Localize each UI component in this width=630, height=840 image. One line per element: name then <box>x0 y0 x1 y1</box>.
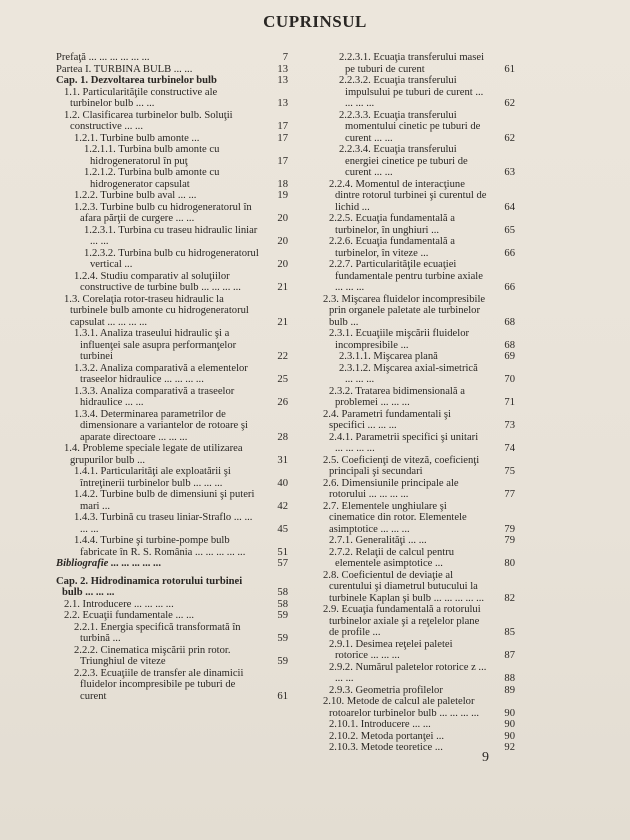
toc-entry-page: 42 <box>277 500 288 512</box>
toc-entry <box>323 569 515 605</box>
toc-entry-page: 70 <box>504 374 515 385</box>
toc-entry <box>329 535 515 547</box>
toc-entry-page: 20 <box>277 259 288 270</box>
toc-entry-title: 1.3.2. Analiza comparativă a elementelor traseelor hidraulice ... ... ... ... <box>74 362 248 385</box>
toc-entry-title: 2.5. Coeficienţi de viteză, coeficienţi principali şi secundari <box>323 454 480 477</box>
toc-entry <box>56 190 288 202</box>
toc-entry-page: 62 <box>504 98 515 109</box>
toc-entry-title: Cap. 2. Hidrodinamica rotorului turbinei bulb ... ... ... <box>56 575 243 598</box>
toc-entry-title: 2.2.4. Momentul de interacţiune dintre rotorul turbinei şi curentul de lichid ... <box>329 178 487 213</box>
toc-entry-page: 45 <box>277 523 288 535</box>
toc-entry-page: 20 <box>277 236 288 247</box>
toc-entry-page: 69 <box>504 351 515 362</box>
toc-entry <box>56 645 288 668</box>
toc-entry-title: 1.1. Particularităţile constructive ale turbinelor bulb ... ... <box>64 86 218 109</box>
toc-entry <box>329 386 515 409</box>
toc-entry-page: 21 <box>277 316 288 328</box>
toc-entry <box>56 599 288 611</box>
toc-entry-title: 2.3.1. Ecuaţiile mişcării fluidelor incompresibile ... <box>329 328 470 351</box>
toc-entry <box>56 489 288 512</box>
toc-entry-page: 90 <box>504 707 515 719</box>
toc-entry <box>329 213 515 236</box>
toc-entry-title: 2.2.2. Cinematica mişcării prin rotor. Triunghiul de viteze <box>74 644 231 667</box>
toc-entry-title: 2.2.1. Energia specifică transformată în turbină ... <box>74 621 241 644</box>
toc-entry-page: 92 <box>504 742 515 753</box>
toc-entry-title: Bibliografie ... ... ... ... ... <box>56 558 162 569</box>
toc-entry <box>56 668 288 703</box>
toc-entry-title: 1.3.4. Determinarea parametrilor de dimensionare a variantelor de rotoare şi aparate directoare ... ... ... <box>74 408 248 443</box>
toc-entry-page: 19 <box>277 190 288 201</box>
toc-entry-page: 13 <box>277 63 288 75</box>
toc-entry <box>56 576 288 599</box>
toc-entry-title: 2.2.3.2. Ecuaţia transferului impulsului pe tuburi de curent ... ... ... ... <box>339 75 484 109</box>
toc-entry-title: 1.4. Probleme speciale legate de utilizarea grupurilor bulb ... <box>64 443 243 466</box>
toc-entry-page: 79 <box>504 535 515 546</box>
toc-entry <box>329 639 515 662</box>
toc-entry-title: 1.2.4. Studiu comparativ al soluţiilor constructive de turbine bulb ... ... ... ... <box>74 270 241 293</box>
toc-entry-title: 2.2.5. Ecuaţia fundamentală a turbinelor, în unghiuri ... <box>329 213 455 236</box>
toc-entry-title: 2.1. Introducere ... ... ... ... <box>64 598 174 610</box>
toc-column-left <box>56 52 288 702</box>
toc-entry <box>323 696 515 719</box>
toc-entry <box>323 408 515 432</box>
toc-entry-page: 7 <box>282 52 288 63</box>
toc-entry-page: 13 <box>277 75 288 86</box>
toc-entry-title: 2.10. Metode de calcul ale paletelor rotoarelor turbinelor bulb ... ... ... ... <box>323 696 480 719</box>
toc-entry <box>56 133 288 145</box>
toc-entry-title: 2.7. Elementele unghiulare şi cinematice din rotor. Elementele asimptotice ... ... ... <box>323 500 467 535</box>
toc-entry-page: 71 <box>504 397 515 408</box>
toc-entry-page: 87 <box>504 650 515 661</box>
toc-entry-title: 1.2.1.1. Turbina bulb amonte cu hidrogeneratorul în puţ <box>84 144 220 167</box>
toc-entry-page: 90 <box>504 719 515 730</box>
toc-entry-title: 2.9. Ecuaţia fundamentală a rotorului turbinelor axiale şi a reţelelor plane de profile ... <box>323 604 481 638</box>
toc-entry-page: 26 <box>277 397 288 408</box>
toc-entry-page: 17 <box>277 155 288 167</box>
toc-entry <box>56 363 288 386</box>
toc-entry <box>56 64 288 76</box>
toc-entry-page: 59 <box>277 656 288 667</box>
toc-entry-title: 2.2.3. Ecuaţiile de transfer ale dinamicii fluidelor incompresibile pe tuburi de curent <box>74 667 244 702</box>
toc-entry <box>56 294 288 329</box>
toc-entry-page: 64 <box>504 201 515 213</box>
toc-entry-page: 74 <box>504 443 515 454</box>
toc-entry-title: 2.3. Mişcarea fluidelor incompresibile prin organele paletate ale turbinelor bulb ... <box>323 293 486 328</box>
toc-entry <box>56 466 288 489</box>
toc-entry-page: 77 <box>504 489 515 500</box>
toc-entry-title: 2.3.1.2. Mişcarea axial-simetrică ... ... ... <box>339 362 478 385</box>
toc-entry-title: 1.3. Corelaţia rotor-traseu hidraulic la turbinele bulb amonte cu hidrogeneratorul capsulat ... ... ... ... <box>64 293 249 328</box>
toc-entry-page: 22 <box>277 351 288 362</box>
toc-entry-page: 58 <box>277 598 288 610</box>
toc-entry-title: 1.2.3.1. Turbina cu traseu hidraulic liniar ... ... <box>84 224 258 247</box>
toc-entry-page: 20 <box>277 213 288 224</box>
toc-entry <box>323 604 515 639</box>
toc-entry <box>329 547 515 570</box>
toc-entry-page: 28 <box>277 431 288 443</box>
toc-entry-page: 57 <box>277 558 288 569</box>
toc-entry-title: 2.2.3.1. Ecuaţia transferului masei pe tuburi de curent <box>339 52 485 75</box>
toc-entry-title: 1.2. Clasificarea turbinelor bulb. Soluţii constructive ... ... <box>64 109 233 132</box>
toc-entry-title: 1.4.1. Particularităţi ale exploatării şi întreţinerii turbinelor bulb ... ... ... <box>74 466 231 489</box>
toc-entry <box>56 75 288 87</box>
toc-entry-page: 90 <box>504 730 515 742</box>
toc-entry-title: 1.4.2. Turbine bulb de dimensiuni şi puteri mari ... <box>74 489 255 512</box>
toc-entry-title: 2.2.3.3. Ecuaţia transferului momentului cinetic pe tuburi de curent ... ... <box>339 109 481 144</box>
toc-entry-page: 25 <box>277 374 288 385</box>
toc-entry <box>56 248 288 271</box>
toc-entry-page: 82 <box>504 592 515 604</box>
toc-entry <box>329 52 515 75</box>
toc-entry <box>329 351 515 363</box>
toc-entry-title: 1.2.3. Turbine bulb cu hidrogeneratorul în afara părţii de curgere ... ... <box>74 201 252 224</box>
toc-entry <box>56 110 288 133</box>
toc-entry <box>56 535 288 558</box>
toc-entry <box>323 500 515 536</box>
toc-entry <box>56 328 288 363</box>
toc-entry <box>56 622 288 645</box>
toc-entry-title: Partea I. TURBINA BULB ... ... <box>56 63 193 75</box>
toc-entry-title: 2.10.1. Introducere ... ... <box>329 719 431 730</box>
toc-entry-page: 18 <box>277 178 288 190</box>
toc-entry-title: 2.2. Ecuaţii fundamentale ... ... <box>64 610 195 621</box>
toc-entry <box>329 363 515 386</box>
toc-entry <box>329 144 515 179</box>
toc-entry-page: 17 <box>277 132 288 144</box>
toc-entry-title: 2.10.3. Metode teoretice ... <box>329 742 443 753</box>
toc-entry-title: 1.2.2. Turbine bulb aval ... ... <box>74 190 197 201</box>
page-number: 9 <box>482 750 489 765</box>
toc-entry-page: 13 <box>277 98 288 109</box>
toc-entry-page: 88 <box>504 673 515 684</box>
toc-entry <box>56 386 288 409</box>
toc-entry-page: 66 <box>504 282 515 293</box>
toc-entry <box>329 719 515 731</box>
toc-entry-title: 2.2.6. Ecuaţia fundamentală a turbinelor, în viteze ... <box>329 236 455 259</box>
toc-entry <box>323 293 515 329</box>
toc-entry-title: 1.4.4. Turbine şi turbine-pompe bulb fabricate în R. S. România ... ... ... ... ... <box>74 535 246 558</box>
toc-entry-title: 2.7.1. Generalităţi ... ... <box>329 535 427 546</box>
toc-entry <box>56 558 288 570</box>
toc-entry-title: 2.9.2. Numărul paletelor rotorice z ... ... ... <box>329 661 487 684</box>
toc-entry-title: 1.3.1. Analiza traseului hidraulic şi a influenţei sale asupra performanţelor turbinei <box>74 328 237 362</box>
toc-entry-title: 2.9.3. Geometria profilelor <box>329 684 443 696</box>
toc-entry <box>56 87 288 110</box>
toc-entry <box>329 328 515 351</box>
toc-entry <box>56 167 288 190</box>
toc-entry <box>56 52 288 64</box>
toc-entry-page: 40 <box>277 477 288 489</box>
toc-entry <box>329 685 515 697</box>
toc-entry-page: 61 <box>504 63 515 75</box>
toc-entry-page: 63 <box>504 167 515 178</box>
toc-entry-title: 2.2.7. Particularităţile ecuaţiei fundamentale pentru turbine axiale ... ... ... <box>329 259 483 293</box>
toc-entry-page: 51 <box>277 546 288 558</box>
toc-entry <box>329 236 515 259</box>
toc-entry-page: 66 <box>504 247 515 259</box>
toc-entry <box>329 432 515 455</box>
toc-entry-title: 2.10.2. Metoda portanţei ... <box>329 730 445 742</box>
page-title: CUPRINSUL <box>263 12 367 31</box>
toc-entry-page: 79 <box>504 523 515 535</box>
toc-entry-title: Cap. 1. Dezvoltarea turbinelor bulb <box>56 75 217 86</box>
toc-entry-page: 80 <box>504 558 515 569</box>
toc-entry-title: Prefaţă ... ... ... ... ... ... <box>56 52 150 63</box>
toc-entry <box>56 409 288 444</box>
toc-entry-page: 31 <box>277 454 288 466</box>
toc-entry-title: 2.4. Parametri fundamentali şi specifici ... ... ... <box>323 408 451 431</box>
toc-entry <box>329 110 515 145</box>
toc-entry <box>56 512 288 535</box>
toc-entry <box>56 610 288 622</box>
toc-entry-page: 59 <box>277 610 288 621</box>
toc-entry <box>323 477 515 501</box>
toc-entry-page: 73 <box>504 420 515 431</box>
toc-entry-title: 1.2.3.2. Turbina bulb cu hidrogeneratorul vertical ... <box>84 247 259 270</box>
toc-entry-title: 2.8. Coeficientul de deviaţie al curentului şi diametrul butucului la turbinele Kaplan şi bulb ... ... ... ... ... <box>323 569 485 604</box>
toc-entry-page: 17 <box>277 121 288 132</box>
toc-entry-page: 21 <box>277 282 288 293</box>
toc-entry-page: 75 <box>504 466 515 477</box>
toc-entry-page: 62 <box>504 132 515 144</box>
toc-entry <box>56 225 288 248</box>
toc-entry-title: 2.3.1.1. Mişcarea plană <box>339 351 438 362</box>
toc-entry-title: 2.2.3.4. Ecuaţia transferului energiei cinetice pe tuburi de curent ... ... <box>339 144 468 178</box>
toc-entry-page: 65 <box>504 224 515 236</box>
toc-entry-title: 2.7.2. Relaţii de calcul pentru elementele asimptotice ... <box>329 546 455 569</box>
toc-entry <box>329 662 515 685</box>
toc-entry-page: 89 <box>504 684 515 696</box>
toc-entry <box>329 259 515 294</box>
toc-entry <box>56 443 288 466</box>
toc-entry-title: 1.4.3. Turbină cu traseu liniar-Straflo ... ... ... ... <box>74 512 253 535</box>
toc-entry <box>329 75 515 110</box>
toc-entry-title: 2.3.2. Tratarea bidimensională a problemei ... ... ... <box>329 385 465 408</box>
toc-entry-title: 1.3.3. Analiza comparativă a traseelor hidraulice ... ... <box>74 385 235 408</box>
toc-entry-title: 2.4.1. Parametrii specifici şi unitari ... ... ... ... <box>329 431 479 454</box>
toc-entry <box>56 202 288 225</box>
toc-entry <box>56 271 288 294</box>
toc-entry-page: 68 <box>504 339 515 351</box>
toc-entry-page: 59 <box>277 633 288 644</box>
toc-entry <box>329 731 515 743</box>
toc-entry-title: 2.6. Dimensiunile principale ale rotorului ... ... ... ... <box>323 477 459 500</box>
toc-entry-title: 1.2.1. Turbine bulb amonte ... <box>74 132 200 144</box>
toc-entry <box>329 179 515 214</box>
toc-entry-page: 61 <box>277 690 288 702</box>
toc-entry-page: 68 <box>504 316 515 328</box>
toc-entry-page: 85 <box>504 627 515 638</box>
toc-entry <box>56 144 288 167</box>
toc-entry-title: 2.9.1. Desimea reţelei paletei rotorice ... ... ... <box>329 638 453 661</box>
toc-entry <box>323 454 515 478</box>
toc-column-right <box>323 52 515 754</box>
toc-entry-title: 1.2.1.2. Turbina bulb amonte cu hidrogenerator capsulat <box>84 167 220 190</box>
toc-entry-page: 58 <box>277 587 288 598</box>
